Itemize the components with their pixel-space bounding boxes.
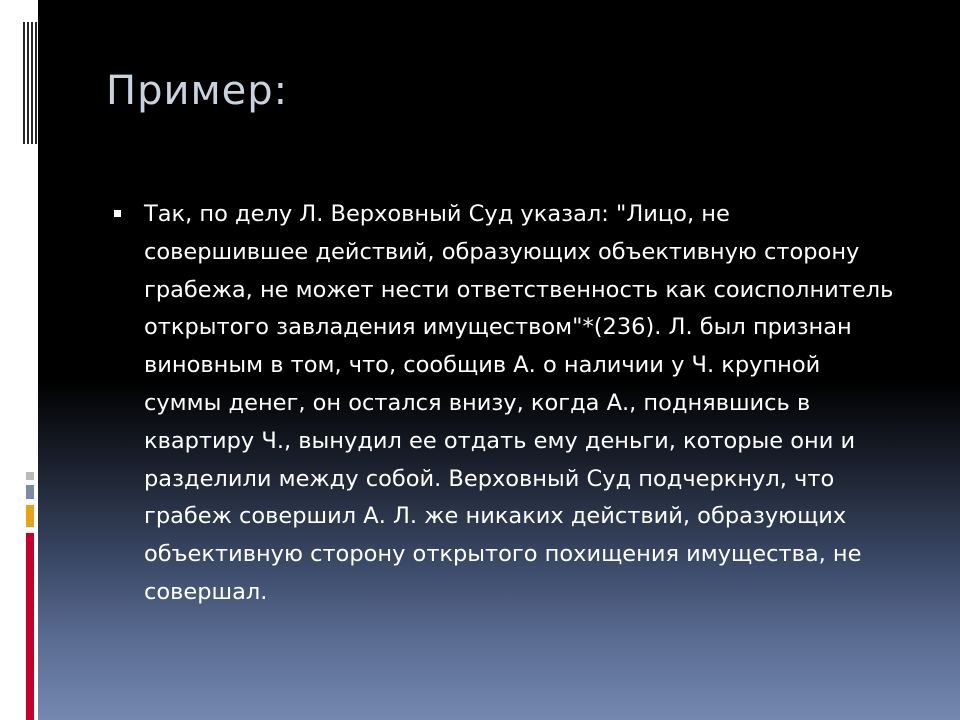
decoration-bar-red [26,533,34,720]
striped-decoration [23,22,37,144]
slide-title: Пример: [106,68,289,114]
bullet-text: Так, по делу Л. Верховный Суд указал: "Лицо, не совершившее действий, образующих объективную сторону грабежа, не может нести ответственность как соисполнитель открытого завладения имуществом"*(236). Л. был признан виновным в том, что, сообщив А. о наличии у Ч. крупной суммы денег, он остался внизу, когда А., поднявшись в квартиру Ч., вынудил ее отдать ему деньги, которые они и разделили между собой. Верховный Суд подчеркнул, что грабеж совершил А. Л. же никаких действий, образующих объективную сторону открытого похищения имущества, не совершал. [144,201,894,605]
square-bullet-icon [114,210,121,217]
decoration-square-gray [26,472,34,480]
bullet-item [110,196,900,612]
bullet-list [110,196,900,612]
decoration-block-blue [26,485,34,499]
decoration-block-orange [26,505,34,527]
